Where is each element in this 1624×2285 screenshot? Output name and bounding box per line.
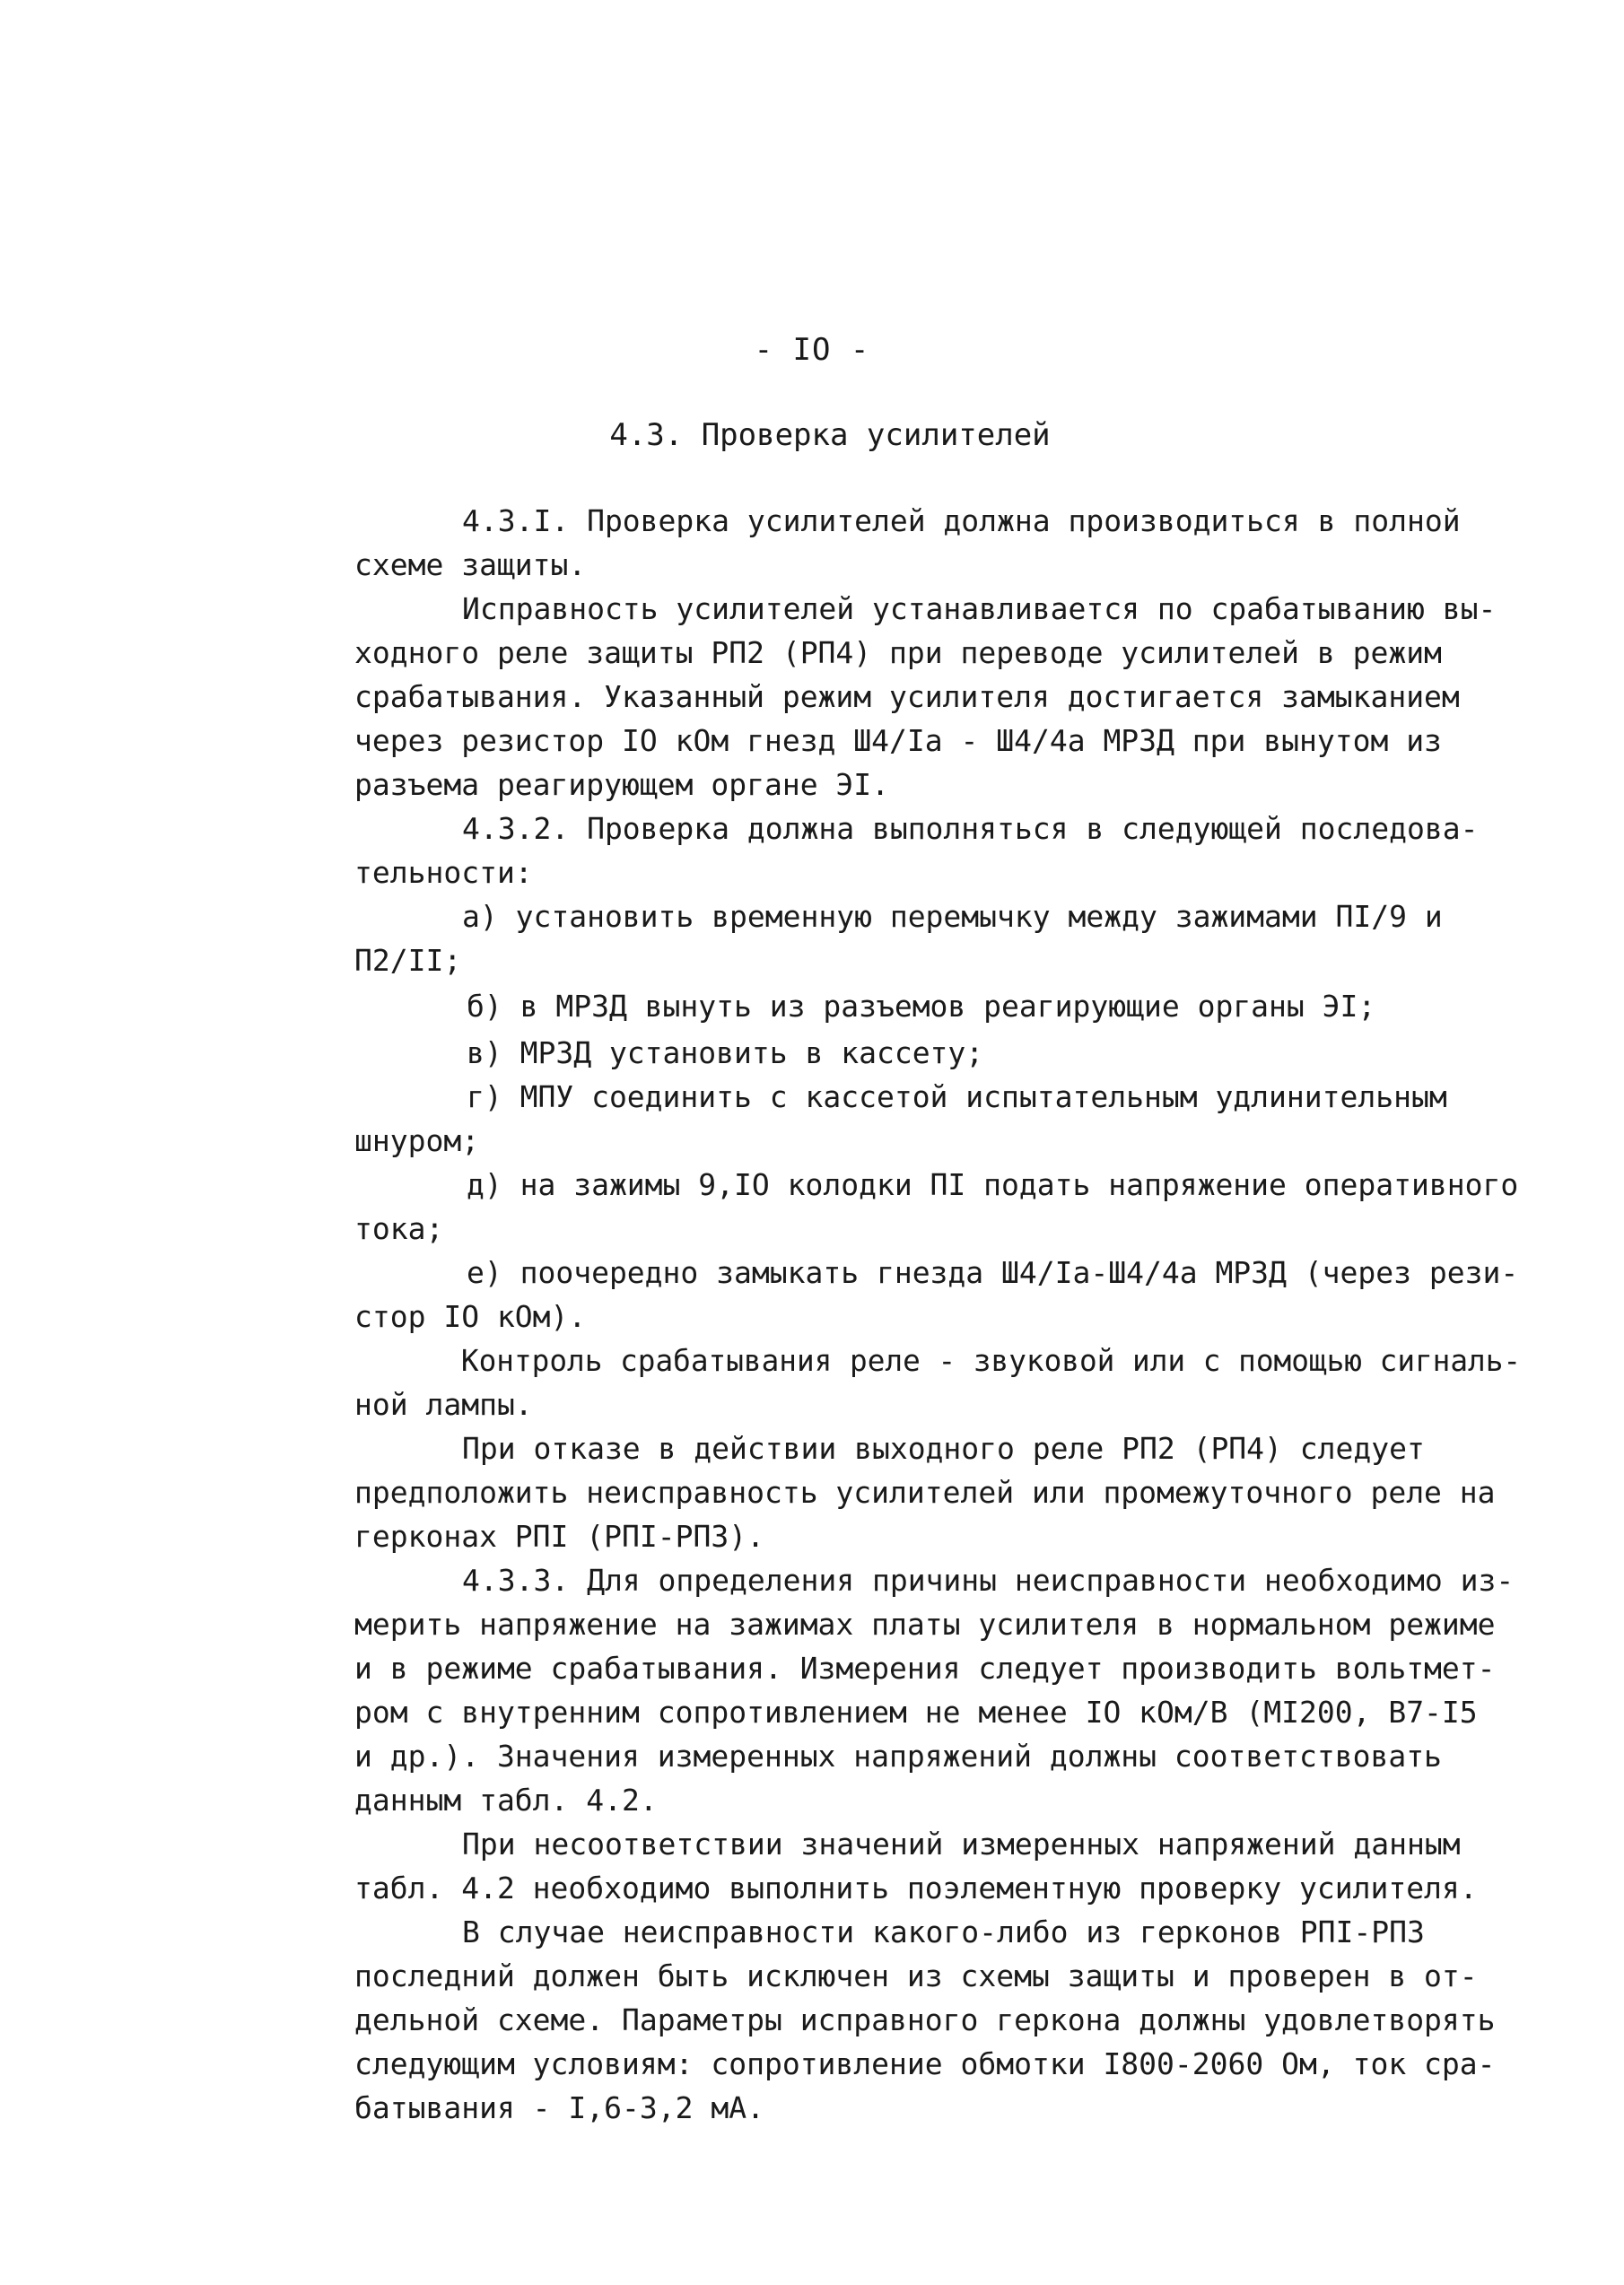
text-line: и др.). Значения измеренных напряжений должны соответствовать bbox=[354, 1739, 1442, 1774]
text-line: Контроль срабатывания реле - звуковой или с помощью сигналь- bbox=[460, 1343, 1522, 1378]
text-line: схеме защиты. bbox=[354, 547, 587, 582]
text-line: срабатывания. Указанный режим усилителя достигается замыканием bbox=[354, 679, 1460, 714]
text-line: 4.3.3. Для определения причины неисправности необходимо из- bbox=[462, 1563, 1515, 1598]
text-line: последний должен быть исключен из схемы защиты и проверен в от- bbox=[354, 1958, 1478, 1993]
text-line: мерить напряжение на зажимах платы усилителя в нормальном режиме bbox=[354, 1607, 1496, 1642]
text-line: 4.3.2. Проверка должна выполняться в следующей последова- bbox=[462, 811, 1479, 846]
text-line: При несоответствии значений измеренных напряжений данным bbox=[462, 1827, 1461, 1862]
text-line: предположить неисправность усилителей или промежуточного реле на bbox=[354, 1475, 1496, 1510]
text-line: данным табл. 4.2. bbox=[354, 1783, 658, 1818]
text-line: через резистор IO кОм гнезд Ш4/Iа - Ш4/4а МРЗД при вынутом из bbox=[354, 723, 1442, 758]
text-line: В случае неисправности какого-либо из герконов РПI-РП3 bbox=[462, 1914, 1425, 1949]
text-line: а) установить временную перемычку между зажимами ПI/9 и bbox=[462, 899, 1443, 934]
text-line: батывания - I,6-3,2 мА. bbox=[354, 2090, 764, 2125]
text-line: тельности: bbox=[354, 855, 533, 890]
section-title: 4.3. Проверка усилителей bbox=[609, 417, 1051, 453]
text-line: ной лампы. bbox=[354, 1387, 533, 1422]
text-line: стор IO кОм). bbox=[354, 1299, 587, 1334]
text-line: герконах РПI (РПI-РП3). bbox=[354, 1519, 764, 1554]
text-line: следующим условиям: сопротивление обмотки I800-2060 Ом, ток сра- bbox=[354, 2046, 1496, 2081]
text-line: г) МПУ соединить с кассетой испытательным удлинительным bbox=[467, 1079, 1447, 1114]
text-line: д) на зажимы 9,IO колодки ПI подать напряжение оперативного bbox=[467, 1167, 1519, 1202]
text-line: тока; bbox=[354, 1211, 444, 1246]
text-line: 4.3.I. Проверка усилителей должна производиться в полной bbox=[462, 503, 1461, 538]
text-line: П2/II; bbox=[354, 943, 462, 978]
text-line: б) в МРЗД вынуть из разъемов реагирующие органы ЭI; bbox=[467, 989, 1376, 1024]
text-line: При отказе в действии выходного реле РП2 (РП4) следует bbox=[462, 1431, 1425, 1466]
text-line: разъема реагирующем органе ЭI. bbox=[354, 767, 890, 802]
body-text bbox=[354, 499, 1521, 2130]
text-line: ром с внутренним сопротивлением не менее IO кОм/В (МI200, В7-I5 bbox=[354, 1695, 1478, 1730]
text-line: табл. 4.2 необходимо выполнить поэлементную проверку усилителя. bbox=[354, 1871, 1478, 1906]
text-line: дельной схеме. Параметры исправного геркона должны удовлетворять bbox=[354, 2002, 1496, 2037]
text-line: Исправность усилителей устанавливается по срабатыванию вы- bbox=[462, 591, 1497, 626]
text-line: в) МРЗД установить в кассету; bbox=[467, 1035, 984, 1070]
text-line: шнуром; bbox=[354, 1123, 480, 1158]
page-number: - IO - bbox=[754, 332, 870, 368]
text-line: и в режиме срабатывания. Измерения следует производить вольтмет- bbox=[354, 1651, 1496, 1686]
text-line: ходного реле защиты РП2 (РП4) при переводе усилителей в режим bbox=[354, 635, 1442, 670]
text-line: е) поочередно замыкать гнезда Ш4/Iа-Ш4/4а МРЗД (через рези- bbox=[467, 1255, 1519, 1290]
